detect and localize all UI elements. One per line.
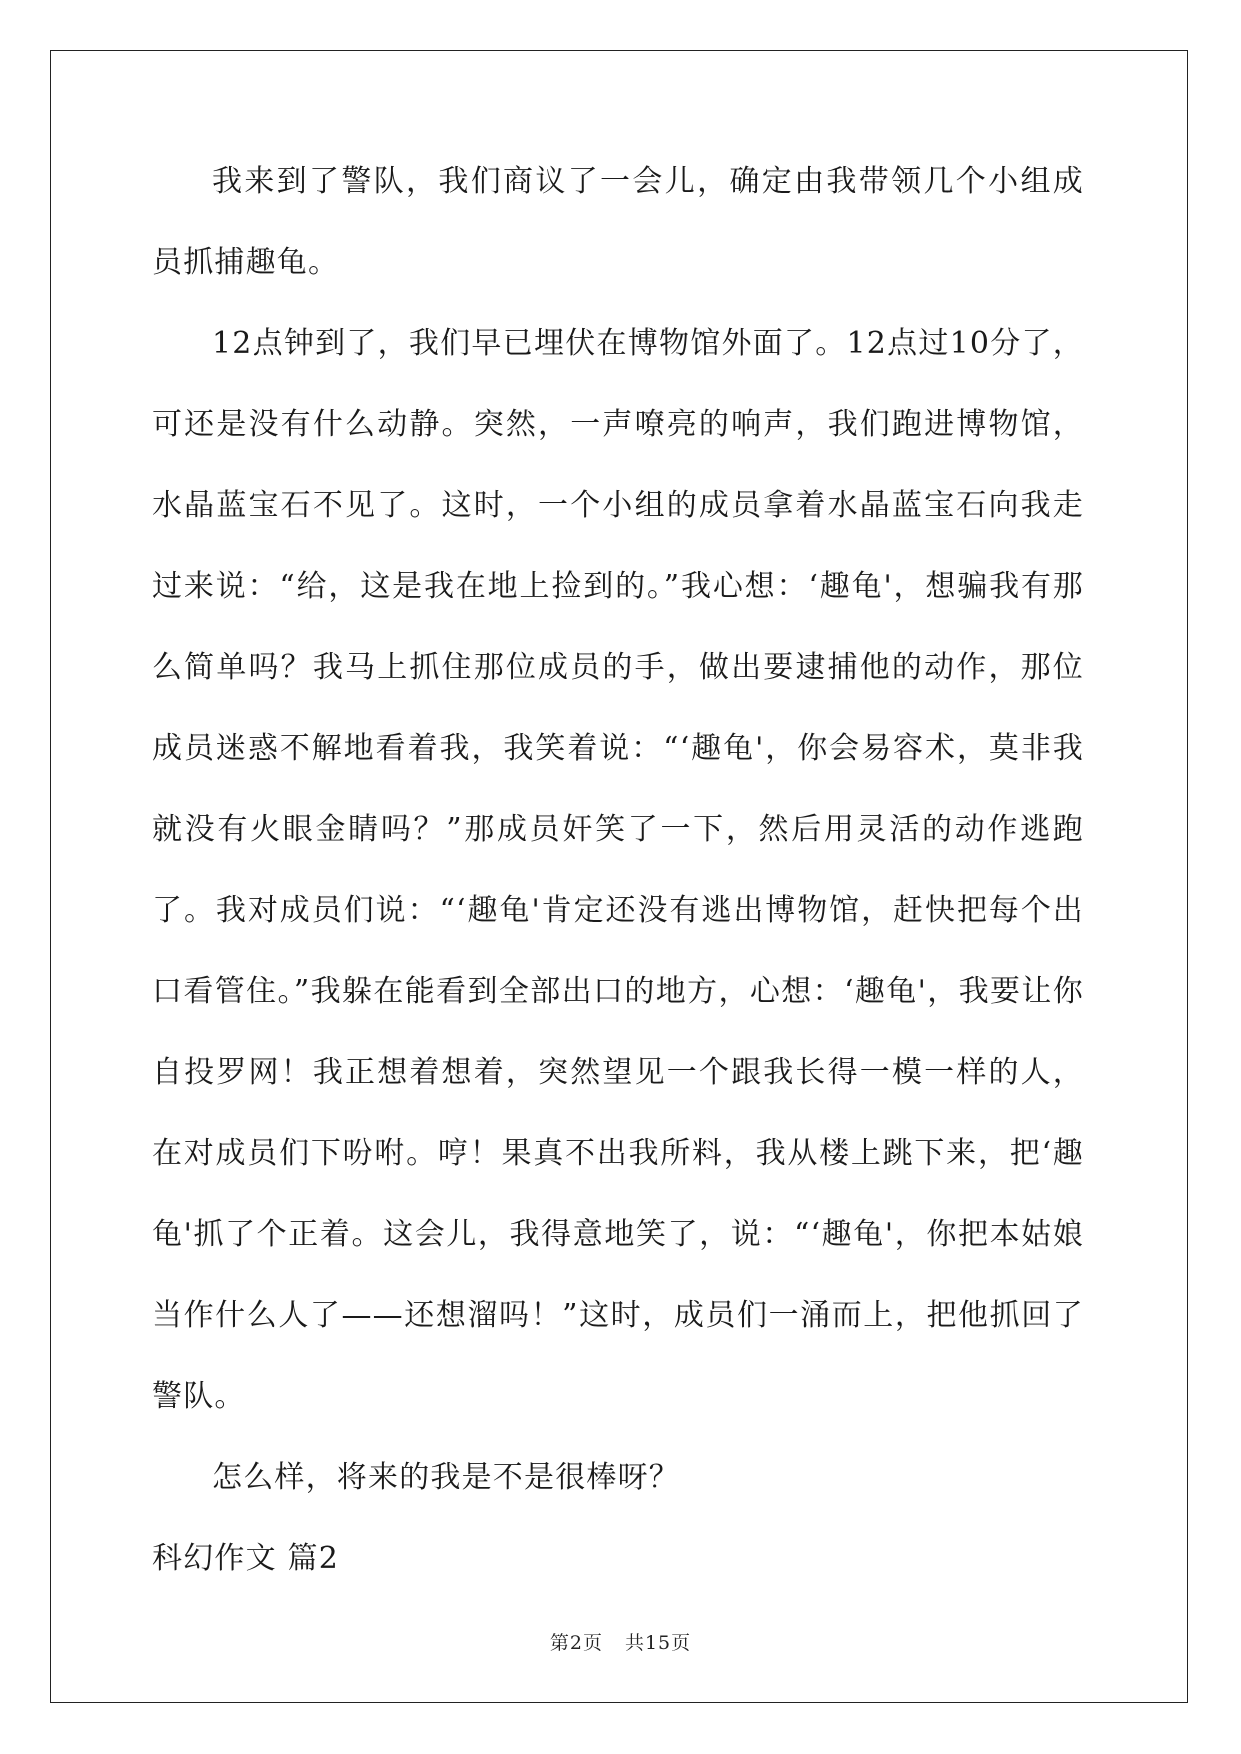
paragraph-1: 我来到了警队，我们商议了一会儿，确定由我带领几个小组成员抓捕趣龟。 xyxy=(152,164,1084,280)
paragraph-2: 12点钟到了，我们早已埋伏在博物馆外面了。12点过10分了，可还是没有什么动静。突然，一声嘹亮的响声，我们跑进博物馆，水晶蓝宝石不见了。这时，一个小组的成员拿着水晶蓝宝石向我走过来说：“给，这是我在地上捡到的。”我心想：‘趣龟'，想骗我有那么简单吗？我马上抓住那位成员的手，做出要逮捕他的动作，那位成员迷惑不解地看着我，我笑着说：“‘趣龟'，你会易容术，莫非我就没有火眼金睛吗？”那成员奸笑了一下，然后用灵活的动作逃跑了。我对成员们说：“‘趣龟'肯定还没有逃出博物馆，赶快把每个出口看管住。”我躲在能看到全部出口的地方，心想：‘趣龟'，我要让你自投罗网！我正想着想着，突然望见一个跟我长得一模一样的人，在对成员们下吩咐。哼！果真不出我所料，我从楼上跳下来，把‘趣龟'抓了个正着。这会儿，我得意地笑了，说：“‘趣龟'，你把本姑娘当作什么人了——还想溜吗！”这时，成员们一涌而上，把他抓回了警队。 xyxy=(152,326,1084,1414)
paragraph-3: 怎么样，将来的我是不是很棒呀？ xyxy=(212,1460,680,1495)
page-total: 共15页 xyxy=(624,1632,692,1654)
document-body xyxy=(152,163,1084,1599)
page-footer xyxy=(0,1628,1241,1655)
section-heading: 科幻作文 篇2 xyxy=(152,1541,340,1576)
page-number: 第2页 xyxy=(549,1632,603,1654)
